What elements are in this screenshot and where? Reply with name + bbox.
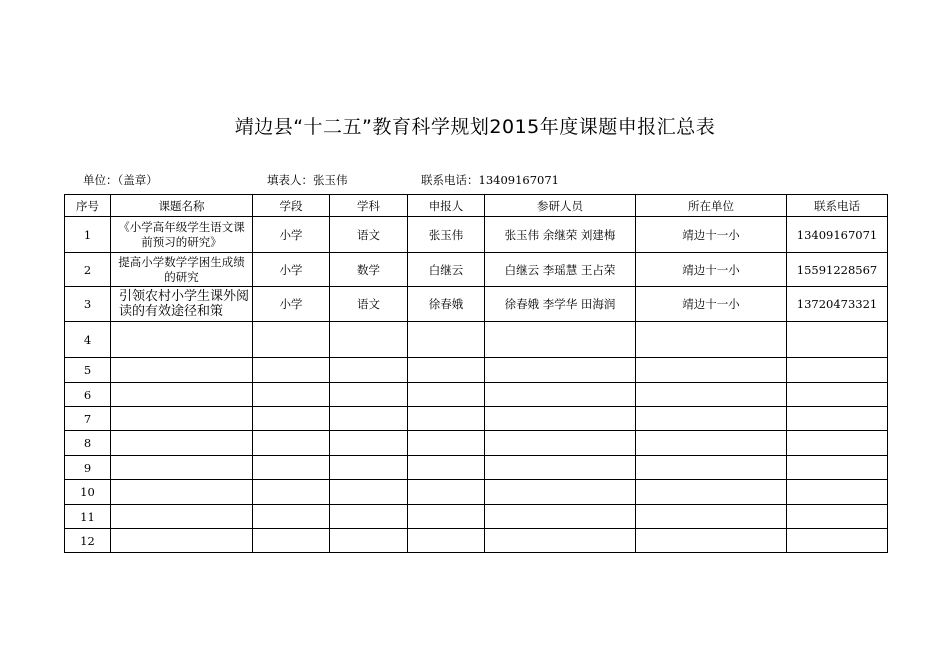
cell-subject <box>330 505 408 529</box>
cell-stage <box>253 505 330 529</box>
cell-stage <box>253 456 330 480</box>
header-school: 所在单位 <box>636 195 787 217</box>
cell-stage <box>253 480 330 505</box>
cell-topic <box>111 480 253 505</box>
cell-stage: 小学 <box>253 217 330 253</box>
cell-phone <box>787 322 888 358</box>
cell-topic <box>111 431 253 456</box>
cell-phone <box>787 431 888 456</box>
cell-topic: 提高小学数学学困生成绩的研究 <box>111 253 253 287</box>
cell-applicant <box>408 383 485 407</box>
header-stage: 学段 <box>253 195 330 217</box>
cell-seq: 6 <box>65 383 111 407</box>
cell-seq: 9 <box>65 456 111 480</box>
cell-topic <box>111 322 253 358</box>
cell-seq: 10 <box>65 480 111 505</box>
cell-phone <box>787 358 888 383</box>
cell-participants <box>485 505 636 529</box>
table-row <box>65 383 888 407</box>
cell-stage: 小学 <box>253 253 330 287</box>
cell-topic <box>111 383 253 407</box>
cell-participants: 白继云 李瑶慧 王占荣 <box>485 253 636 287</box>
cell-subject: 语文 <box>330 287 408 322</box>
cell-seq: 5 <box>65 358 111 383</box>
cell-participants <box>485 383 636 407</box>
cell-school <box>636 480 787 505</box>
cell-subject <box>330 407 408 431</box>
cell-applicant <box>408 529 485 553</box>
cell-subject <box>330 456 408 480</box>
cell-subject <box>330 480 408 505</box>
table-row <box>65 529 888 553</box>
cell-seq: 8 <box>65 431 111 456</box>
cell-applicant <box>408 505 485 529</box>
cell-phone <box>787 407 888 431</box>
cell-seq: 2 <box>65 253 111 287</box>
table-row <box>65 217 888 253</box>
header-phone: 联系电话 <box>787 195 888 217</box>
cell-stage: 小学 <box>253 287 330 322</box>
cell-subject: 语文 <box>330 217 408 253</box>
cell-phone <box>787 456 888 480</box>
cell-participants: 徐春娥 李学华 田海润 <box>485 287 636 322</box>
cell-participants <box>485 456 636 480</box>
cell-applicant <box>408 358 485 383</box>
cell-participants <box>485 529 636 553</box>
header-topic: 课题名称 <box>111 195 253 217</box>
cell-applicant: 徐春娥 <box>408 287 485 322</box>
cell-subject: 数学 <box>330 253 408 287</box>
table-row <box>65 456 888 480</box>
cell-school <box>636 431 787 456</box>
header-row <box>65 195 888 217</box>
cell-phone: 13409167071 <box>787 217 888 253</box>
table-row <box>65 322 888 358</box>
table-row <box>65 358 888 383</box>
cell-participants <box>485 431 636 456</box>
cell-seq: 3 <box>65 287 111 322</box>
table-row <box>65 407 888 431</box>
cell-subject <box>330 431 408 456</box>
header-seq: 序号 <box>65 195 111 217</box>
cell-seq: 11 <box>65 505 111 529</box>
cell-topic <box>111 529 253 553</box>
cell-participants <box>485 480 636 505</box>
table-row <box>65 253 888 287</box>
cell-topic: 引领农村小学生课外阅读的有效途径和策 <box>111 287 253 322</box>
cell-topic <box>111 407 253 431</box>
unit-label: 单位：（盖章） <box>83 173 158 187</box>
cell-phone <box>787 480 888 505</box>
cell-participants <box>485 358 636 383</box>
cell-participants <box>485 407 636 431</box>
cell-applicant <box>408 431 485 456</box>
cell-stage <box>253 407 330 431</box>
header-participants: 参研人员 <box>485 195 636 217</box>
table-row <box>65 287 888 322</box>
cell-school <box>636 456 787 480</box>
filler-label: 填表人：张玉伟 <box>267 173 348 187</box>
cell-topic <box>111 358 253 383</box>
cell-seq: 4 <box>65 322 111 358</box>
cell-school: 靖边十一小 <box>636 287 787 322</box>
table-row <box>65 431 888 456</box>
cell-seq: 1 <box>65 217 111 253</box>
cell-stage <box>253 431 330 456</box>
cell-school <box>636 529 787 553</box>
table-row <box>65 480 888 505</box>
cell-stage <box>253 529 330 553</box>
cell-phone <box>787 383 888 407</box>
cell-participants: 张玉伟 余继荣 刘建梅 <box>485 217 636 253</box>
cell-phone <box>787 529 888 553</box>
cell-applicant <box>408 407 485 431</box>
cell-stage <box>253 383 330 407</box>
cell-stage <box>253 358 330 383</box>
cell-seq: 7 <box>65 407 111 431</box>
cell-applicant: 张玉伟 <box>408 217 485 253</box>
cell-school <box>636 358 787 383</box>
cell-applicant: 白继云 <box>408 253 485 287</box>
header-applicant: 申报人 <box>408 195 485 217</box>
cell-topic <box>111 505 253 529</box>
summary-table <box>64 194 888 553</box>
cell-phone: 15591228567 <box>787 253 888 287</box>
cell-phone <box>787 505 888 529</box>
cell-applicant <box>408 480 485 505</box>
cell-school: 靖边十一小 <box>636 253 787 287</box>
cell-subject <box>330 322 408 358</box>
cell-phone: 13720473321 <box>787 287 888 322</box>
cell-topic <box>111 456 253 480</box>
cell-applicant <box>408 456 485 480</box>
document-title: 靖边县“十二五”教育科学规划2015年度课题申报汇总表 <box>234 116 716 138</box>
cell-subject <box>330 383 408 407</box>
cell-stage <box>253 322 330 358</box>
cell-school <box>636 383 787 407</box>
cell-applicant <box>408 322 485 358</box>
contact-phone-label: 联系电话：13409167071 <box>421 173 559 187</box>
cell-subject <box>330 358 408 383</box>
header-subject: 学科 <box>330 195 408 217</box>
cell-subject <box>330 529 408 553</box>
cell-school <box>636 322 787 358</box>
cell-school <box>636 407 787 431</box>
table-row <box>65 505 888 529</box>
cell-school: 靖边十一小 <box>636 217 787 253</box>
cell-seq: 12 <box>65 529 111 553</box>
cell-school <box>636 505 787 529</box>
cell-topic: 《小学高年级学生语文课前预习的研究》 <box>111 217 253 253</box>
cell-participants <box>485 322 636 358</box>
